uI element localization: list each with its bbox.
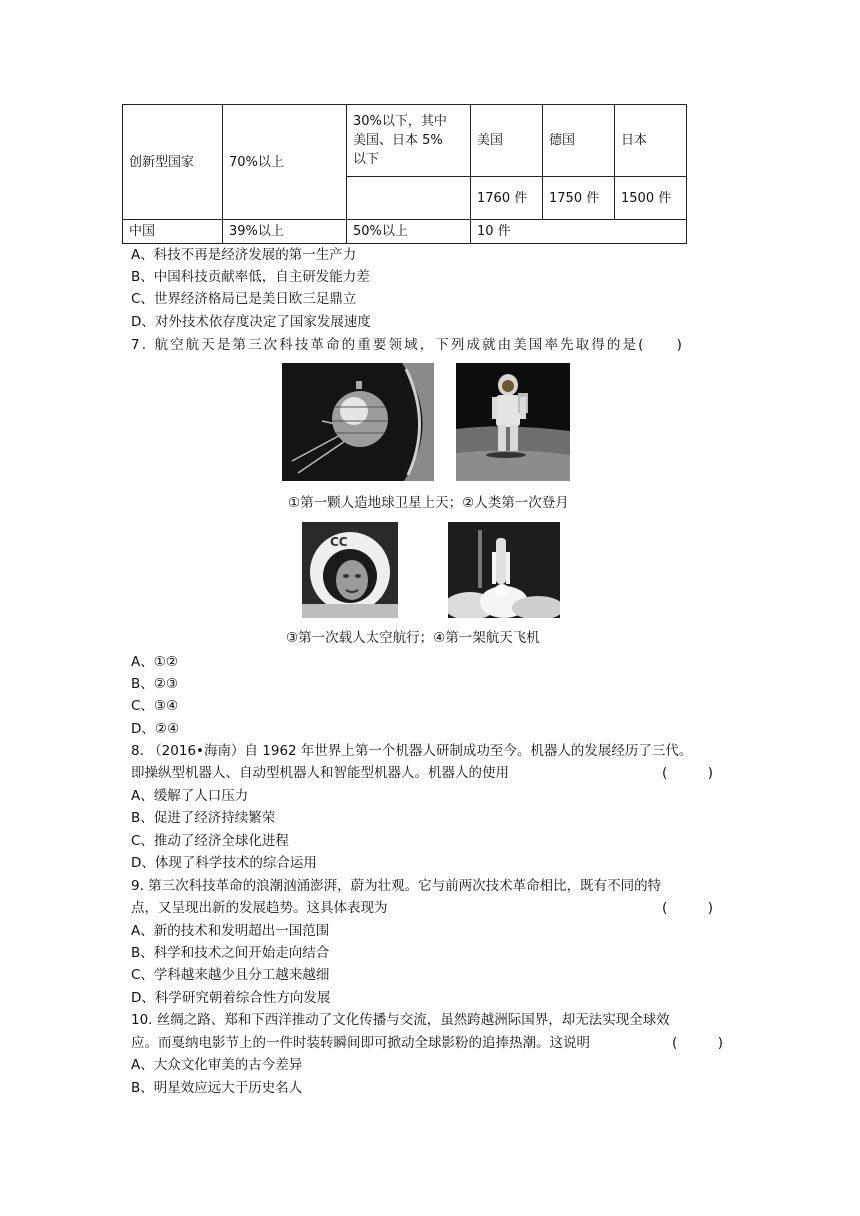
question-stem: 10. 丝绸之路、郑和下西洋推动了文化传播与交流，虽然跨越洲际国界，却无法实现全球效 [131, 1012, 670, 1028]
option-b: B、促进了经济持续繁荣 [131, 810, 276, 826]
cell-line: 美国、日本 5% [353, 133, 443, 148]
question-stem: 8. （2016•海南）自 1962 年世界上第一个机器人研制成功至今。机器人的发展经历了三代。 [131, 743, 693, 759]
table-cell: 10 件 [471, 220, 687, 244]
table-row [123, 105, 687, 177]
question-stem: 9. 第三次科技革命的浪潮汹涌澎湃，蔚为壮观。它与前两次技术革命相比，既有不同的特 [131, 878, 662, 894]
option-b: B、科学和技术之间开始走向结合 [131, 945, 330, 961]
image-caption: ①第一颗人造地球卫星上天；②人类第一次登月 [288, 495, 569, 511]
table-cell: 日本 [615, 105, 687, 177]
option-c: C、推动了经济全球化进程 [131, 833, 289, 849]
table-cell [347, 105, 471, 177]
option-a: A、科技不再是经济发展的第一生产力 [131, 247, 357, 263]
svg-text:CC: CC [330, 535, 348, 549]
satellite-photo [282, 363, 434, 481]
statistics-table [122, 104, 687, 244]
table-cell: 1750 件 [543, 177, 615, 220]
moon-landing-photo [456, 363, 570, 481]
cell-line: 以下 [353, 152, 380, 167]
option-b: B、②③ [131, 676, 178, 692]
image-caption: ③第一次载人太空航行；④第一架航天飞机 [286, 630, 540, 646]
option-c: C、③④ [131, 698, 179, 714]
option-a: A、①② [131, 654, 178, 670]
option-d: D、对外技术依存度决定了国家发展速度 [131, 314, 371, 330]
table-cell: 50%以上 [347, 220, 471, 244]
question-stem: 即操纵型机器人、自动型机器人和智能型机器人。机器人的使用 [131, 765, 509, 781]
table-cell: 中国 [123, 220, 223, 244]
cell-line: 30%以下，其中 [353, 114, 447, 129]
table-cell: 39%以上 [223, 220, 347, 244]
question-stem: 应。而戛纳电影节上的一件时装转瞬间即可掀动全球影粉的追捧热潮。这说明 [131, 1035, 590, 1051]
question-stem: 7. 航空航天是第三次科技革命的重要领域，下列成就由美国率先取得的是( ) [131, 337, 685, 353]
option-d: D、体现了科学技术的综合运用 [131, 855, 317, 871]
option-c: C、世界经济格局已是美日欧三足鼎立 [131, 291, 357, 307]
option-c: C、学科越来越少且分工越来越细 [131, 967, 330, 983]
table-cell: 创新型国家 [123, 105, 223, 220]
table-cell: 美国 [471, 105, 543, 177]
option-a: A、大众文化审美的古今差异 [131, 1057, 303, 1073]
option-b: B、中国科技贡献率低，自主研发能力差 [131, 269, 370, 285]
answer-parentheses: ( ) [662, 900, 714, 916]
space-shuttle-photo [448, 522, 560, 618]
option-b: B、明星效应远大于历史名人 [131, 1080, 303, 1096]
option-d: D、②④ [131, 721, 180, 737]
table-cell: 1760 件 [471, 177, 543, 220]
table-cell: 70%以上 [223, 105, 347, 220]
table-cell: 1500 件 [615, 177, 687, 220]
cosmonaut-photo [302, 522, 398, 618]
answer-parentheses: ( ) [662, 765, 714, 781]
table-cell [347, 177, 471, 220]
option-a: A、缓解了人口压力 [131, 788, 249, 804]
table-row [123, 220, 687, 244]
question-stem: 点，又呈现出新的发展趋势。这具体表现为 [131, 900, 388, 916]
answer-parentheses: ( ) [672, 1035, 724, 1051]
option-a: A、新的技术和发明超出一国范围 [131, 923, 330, 939]
option-d: D、科学研究朝着综合性方向发展 [131, 990, 331, 1006]
table-cell: 德国 [543, 105, 615, 177]
